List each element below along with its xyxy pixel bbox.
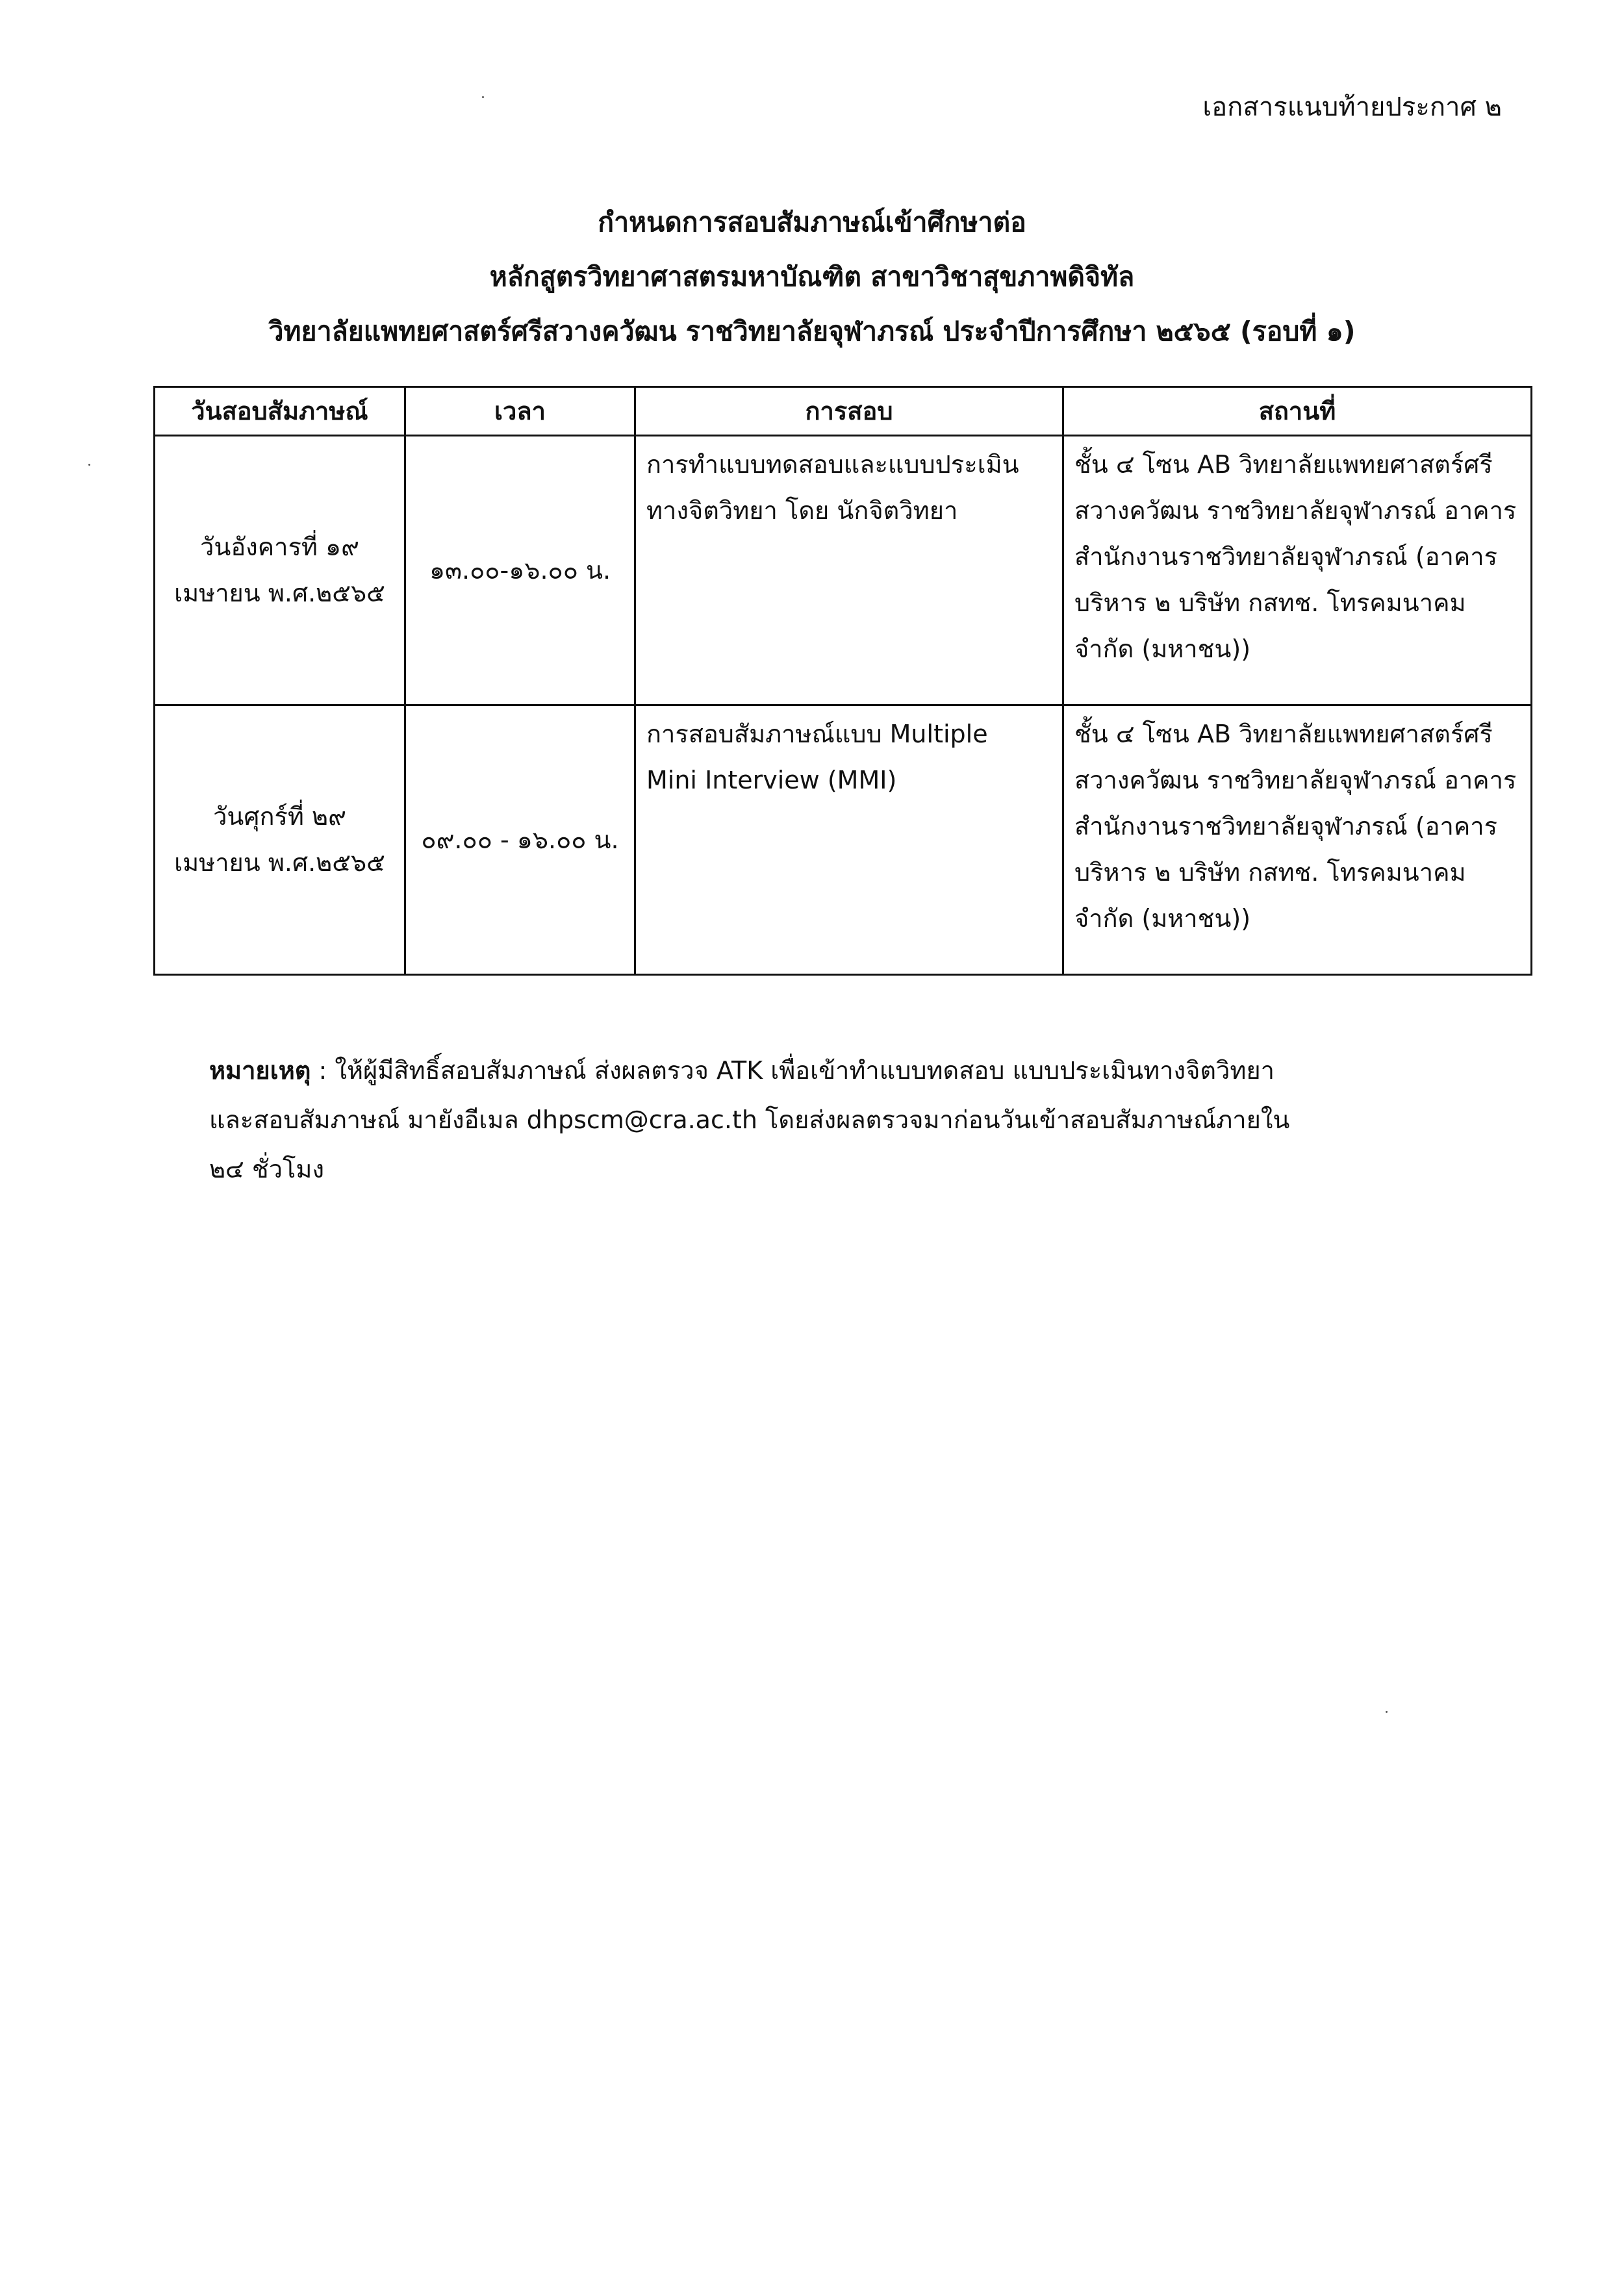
date-month-year: เมษายน พ.ศ.๒๕๖๕ (174, 579, 385, 607)
column-header-exam: การสอบ (635, 387, 1063, 436)
venue-line: ชั้น ๔ โซน AB วิทยาลัยแพทยศาสตร์ศรี (1074, 450, 1493, 479)
venue-cell (1063, 436, 1532, 705)
time-cell: ๐๙.๐๐ - ๑๖.๐๐ น. (405, 705, 635, 975)
venue-line: จำกัด (มหาชน)) (1074, 904, 1251, 933)
venue-line: สำนักงานราชวิทยาลัยจุฬาภรณ์ (อาคาร (1074, 542, 1497, 571)
note-line-2: และสอบสัมภาษณ์ มายังอีเมล dhpscm@cra.ac.th โดยส่งผลตรวจมาก่อนวันเข้าสอบสัมภาษณ์ภายใน (209, 1106, 1290, 1134)
table-row (155, 436, 1532, 705)
note-separator: : (311, 1056, 335, 1085)
table-header-row (155, 387, 1532, 436)
exam-cell (635, 436, 1063, 705)
time-cell: ๑๓.๐๐-๑๖.๐๐ น. (405, 436, 635, 705)
scan-speck (1386, 1711, 1388, 1713)
table-row (155, 705, 1532, 975)
date-day: วันศุกร์ที่ ๒๙ (213, 802, 346, 831)
venue-line: บริหาร ๒ บริษัท กสทช. โทรคมนาคม (1074, 858, 1466, 887)
title-line-3: วิทยาลัยแพทยศาสตร์ศรีสวางควัฒน ราชวิทยาลัยจุฬาภรณ์ ประจำปีการศึกษา ๒๕๖๕ (รอบที่ ๑) (268, 316, 1356, 347)
exam-line: การทำแบบทดสอบและแบบประเมิน (646, 450, 1019, 479)
note-label: หมายเหตุ (209, 1056, 311, 1085)
venue-line: จำกัด (มหาชน)) (1074, 635, 1251, 663)
date-month-year: เมษายน พ.ศ.๒๕๖๕ (174, 848, 385, 877)
title-line-1: กำหนดการสอบสัมภาษณ์เข้าศึกษาต่อ (598, 207, 1026, 238)
date-cell (155, 705, 405, 975)
venue-line: สำนักงานราชวิทยาลัยจุฬาภรณ์ (อาคาร (1074, 812, 1497, 840)
scan-speck (88, 464, 90, 466)
note-section (209, 1046, 1443, 1194)
exam-line: การสอบสัมภาษณ์แบบ Multiple (646, 720, 988, 748)
venue-cell (1063, 705, 1532, 975)
exam-cell (635, 705, 1063, 975)
note-text-1: ให้ผู้มีสิทธิ์สอบสัมภาษณ์ ส่งผลตรวจ ATK เพื่อเข้าทำแบบทดสอบ แบบประเมินทางจิตวิทยา (335, 1056, 1275, 1085)
venue-line: บริหาร ๒ บริษัท กสทช. โทรคมนาคม (1074, 588, 1466, 617)
column-header-date: วันสอบสัมภาษณ์ (155, 387, 405, 436)
scan-speck (482, 96, 484, 98)
column-header-time: เวลา (405, 387, 635, 436)
title-line-2: หลักสูตรวิทยาศาสตรมหาบัณฑิต สาขาวิชาสุขภาพดิจิทัล (489, 261, 1135, 292)
schedule-table (153, 386, 1532, 976)
annex-label: เอกสารแนบท้ายประกาศ ๒ (1202, 92, 1502, 122)
venue-line: สวางควัฒน ราชวิทยาลัยจุฬาภรณ์ อาคาร (1074, 766, 1517, 794)
venue-line: ชั้น ๔ โซน AB วิทยาลัยแพทยศาสตร์ศรี (1074, 720, 1493, 748)
exam-line: ทางจิตวิทยา โดย นักจิตวิทยา (646, 496, 958, 525)
date-day: วันอังคารที่ ๑๙ (200, 533, 359, 561)
column-header-venue: สถานที่ (1063, 387, 1532, 436)
exam-line: Mini Interview (MMI) (646, 766, 897, 794)
date-cell (155, 436, 405, 705)
document-title (0, 195, 1624, 359)
note-line-3: ๒๔ ชั่วโมง (209, 1155, 325, 1183)
venue-line: สวางควัฒน ราชวิทยาลัยจุฬาภรณ์ อาคาร (1074, 496, 1517, 525)
note-line-1 (209, 1046, 1443, 1095)
